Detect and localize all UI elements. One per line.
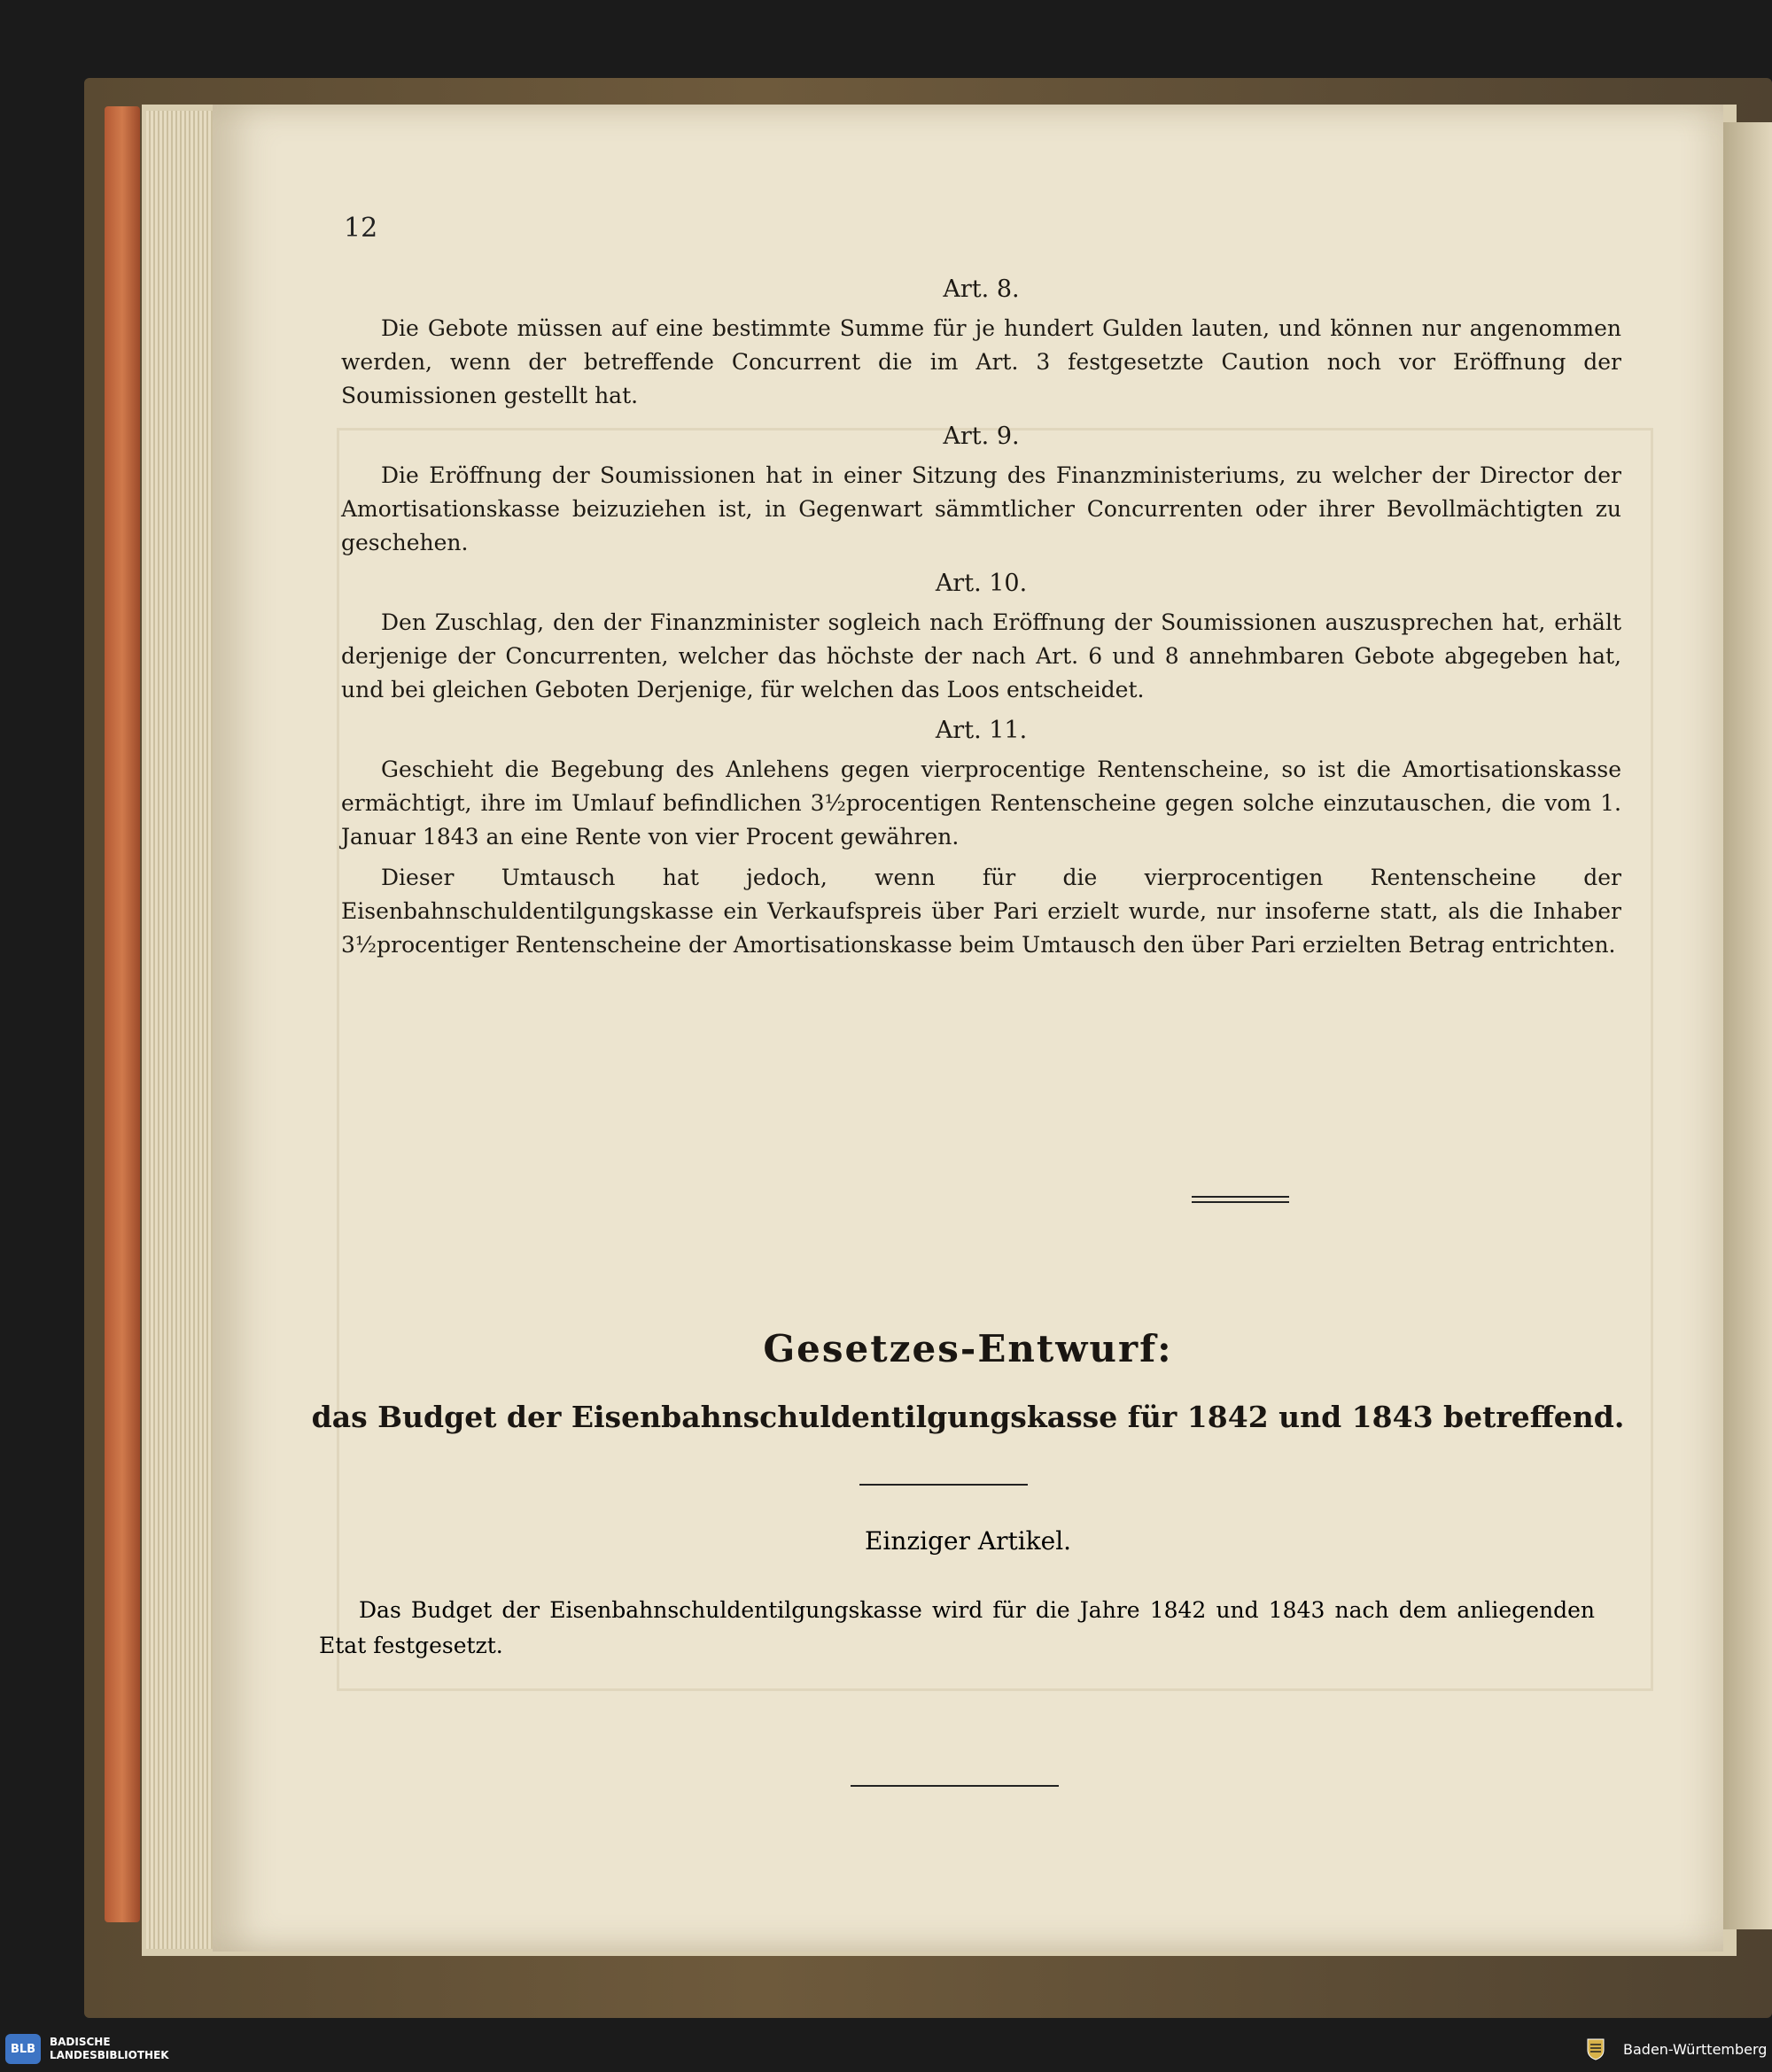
section-divider [1192,1196,1289,1203]
stacked-page-edges [146,111,217,1949]
article-11 [341,714,1621,962]
article-paragraph: Den Zuschlag, den der Finanzminister sogleich nach Eröffnung der Soumissionen auszusprechen hat, erhält derjenige der Concurrenten, welcher das höchste der nach Art. 6 und 8 annehmbaren Gebote abgegeben hat, und bei gleichen Geboten Derjenige, für welchen das Loos entscheidet. [341,609,1621,702]
library-name-line1: BADISCHE [50,2036,111,2048]
baden-wuerttemberg-coat-of-arms-icon [1586,2037,1605,2060]
state-name: Baden-Württemberg [1623,2041,1768,2058]
article-heading: Art. 10. [935,570,1028,597]
library-name [50,2036,169,2062]
cover-leather-edge [105,106,140,1922]
law-draft-subtitle: das Budget der Eisenbahnschuldentilgungskasse für 1842 und 1843 betreffend. [311,1400,1625,1434]
article-paragraph: Geschieht die Begebung des Anlehens gegen vierprocentige Rentenscheine, so ist die Amortisationskasse ermächtigt, ihre im Umlauf befindlichen 3½procentigen Rentenscheine gegen solche einzutauschen, die vom 1. Januar 1843 an eine Rente von vier Procent gewähren. [341,757,1621,850]
article-9 [341,420,1621,560]
single-article-text: Das Budget der Eisenbahnschuldentilgungskasse wird für die Jahre 1842 und 1843 nach dem anliegenden Etat festgesetzt. [319,1597,1595,1658]
article-heading: Art. 11. [935,717,1028,744]
article-paragraph: Die Gebote müssen auf eine bestimmte Summe für je hundert Gulden lauten, und können nur angenommen werden, wenn der betreffende Concurrent die im Art. 3 festgesetzte Caution noch vor Eröffnung der Soumissionen gestellt hat. [341,315,1621,408]
article-paragraph: Dieser Umtausch hat jedoch, wenn für die vierprocentigen Rentenscheine der Eisenbahnschuldentilgungskasse ein Verkaufspreis über Pari erzielt wurde, nur insoferne statt, als die Inhaber 3½procentiger Rentenscheine der Amortisationskasse beim Umtausch den über Pari erzielten Betrag entrichten. [341,865,1621,958]
article-heading: Art. 9. [943,423,1020,450]
footer-bar [0,2029,1772,2072]
blb-logo-icon: BLB [5,2034,41,2064]
book-page [213,105,1723,1952]
law-draft-title: Gesetzes-Entwurf: [763,1327,1173,1370]
article-heading: Art. 8. [943,275,1020,303]
article-paragraph: Die Eröffnung der Soumissionen hat in einer Sitzung des Finanzministeriums, zu welcher der Director der Amortisationskasse beizuziehen ist, in Gegenwart sämmtlicher Concurrenten oder ihrer Bevollmächtigten zu geschehen. [341,462,1621,555]
single-article-heading: Einziger Artikel. [864,1526,1072,1556]
articles-section [341,273,1621,969]
article-8 [341,273,1621,413]
title-divider [859,1484,1028,1486]
library-name-line2: LANDESBIBLIOTHEK [50,2049,169,2061]
facing-page-edge [1723,122,1772,1929]
page-number: 12 [344,213,378,244]
end-divider [851,1785,1059,1787]
article-10 [341,567,1621,707]
